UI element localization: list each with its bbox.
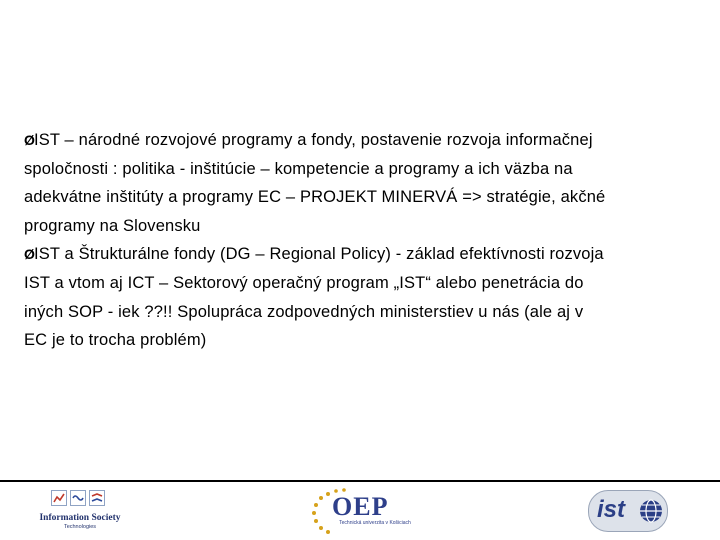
- zigzag-icon: [91, 492, 103, 504]
- globe-icon: [639, 499, 663, 523]
- oep-logo: [306, 486, 416, 538]
- chart-line-icon: [53, 492, 65, 504]
- logo-title: Information Society: [39, 513, 121, 523]
- text-line: spoločnosti : politika - inštitúcie – kompetencie a programy a ich väzba na: [24, 159, 573, 178]
- arrow-bullet-icon: Ø: [24, 132, 36, 148]
- logo-tile: [51, 490, 67, 506]
- text-line: programy na Slovensku: [24, 216, 201, 235]
- logo-tiles: [51, 490, 105, 506]
- ist-logo: [588, 490, 668, 532]
- arrow-bullet-icon: Ø: [24, 246, 36, 263]
- logo-title: OEP: [332, 492, 389, 521]
- logo-tile: [89, 490, 105, 506]
- logo-subtitle: Technická univerzita v Košiciach: [339, 520, 411, 526]
- text-line: IST – národné rozvojové programy a fondy, postavenie rozvoja informačnej: [34, 131, 593, 149]
- wave-icon: [72, 492, 84, 504]
- information-society-logo: [37, 490, 123, 536]
- text-line: adekvátne inštitúty a programy EC – PROJEKT MINERVÁ => stratégie, akčné: [24, 188, 606, 207]
- bullet-paragraph-2: [24, 240, 700, 354]
- slide-body: [24, 126, 700, 355]
- text-line: IST a vtom aj ICT – Sektorový operačný program „IST“ alebo penetrácia do: [24, 273, 584, 292]
- text-line: EC je to trocha problém): [24, 331, 207, 350]
- text-line: IST a Štrukturálne fondy (DG – Regional Policy) - základ efektívnosti rozvoja: [34, 245, 604, 264]
- logo-title: ist: [597, 496, 626, 523]
- text-line: iných SOP - iek ??!! Spolupráca zodpovedných ministerstiev u nás (ale aj v: [24, 302, 584, 321]
- bullet-paragraph-1: [24, 126, 700, 240]
- logo-subtitle: Technologies: [63, 524, 97, 530]
- footer: [0, 482, 720, 540]
- logo-tile: [70, 490, 86, 506]
